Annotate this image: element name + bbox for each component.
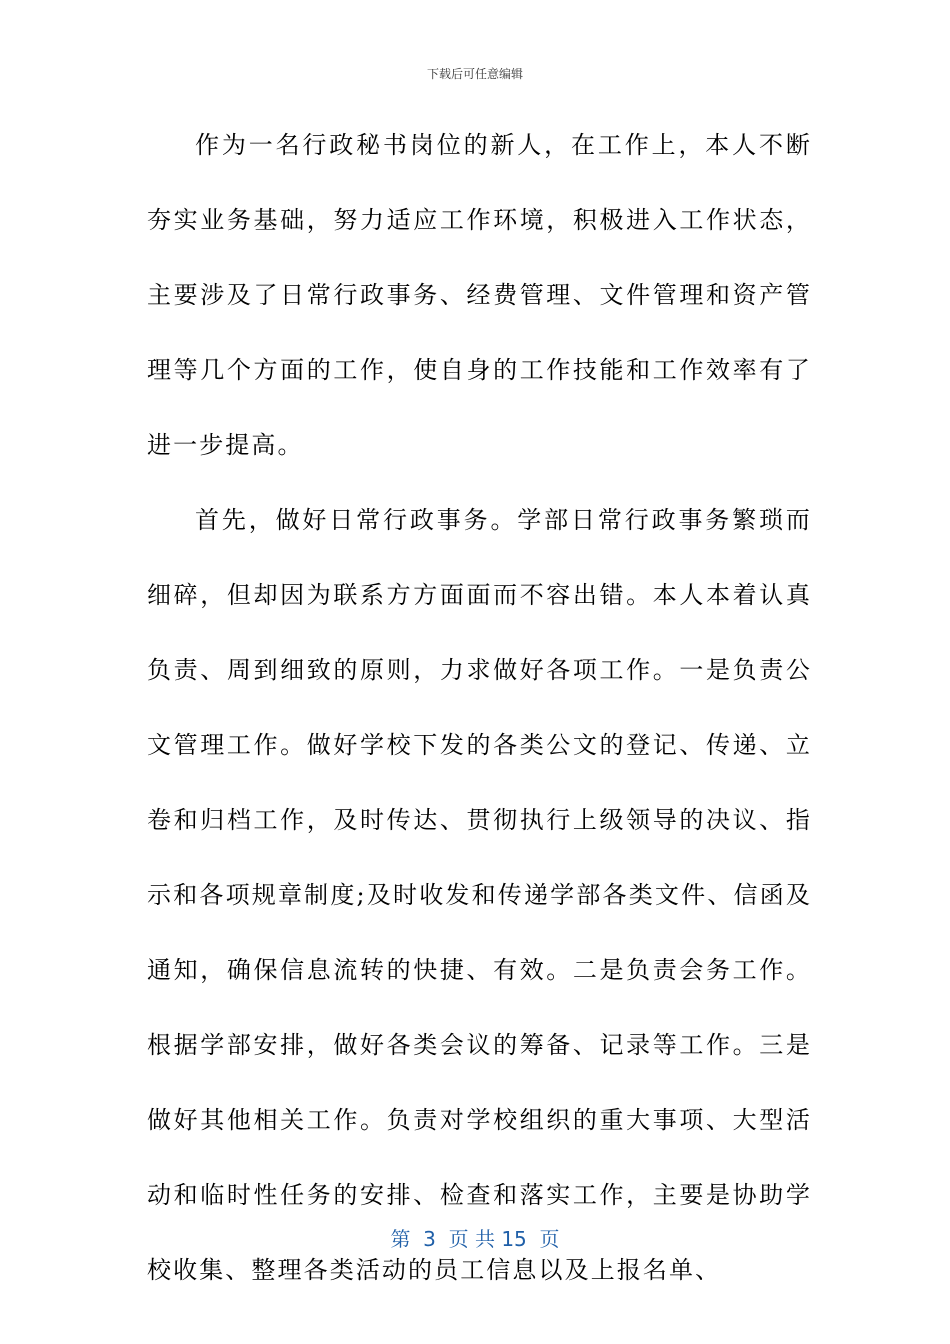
paragraph-intro: 作为一名行政秘书岗位的新人，在工作上，本人不断夯实业务基础，努力适应工作环境，积极进入工作状态，主要涉及了日常行政事务、经费管理、文件管理和资产管理等几个方面的工作，使自身的工作技能和工作效率有了进一步提高。 [147, 131, 812, 459]
paragraph-daily-affairs: 首先，做好日常行政事务。学部日常行政事务繁琐而细碎，但却因为联系方方面面而不容出错。本人本着认真负责、周到细致的原则，力求做好各项工作。一是负责公文管理工作。做好学校下发的各类公文的登记、传递、立卷和归档工作，及时传达、贯彻执行上级领导的决议、指示和各项规章制度;及时收发和传递学部各类文件、信函及通知，确保信息流转的快捷、有效。二是负责会务工作。根据学部安排，做好各类会议的筹备、记录等工作。三是做好其他相关工作。负责对学校组织的重大事项、大型活动和临时性任务的安排、检查和落实工作，主要是协助学校收集、整理各类活动的员工信息以及上报名单、 [147, 506, 812, 1284]
page-number-footer: 第 3 页 共 15 页 [390, 1227, 560, 1251]
page-header-note: 下载后可任意编辑 [426, 67, 523, 81]
document-body [147, 108, 812, 1308]
